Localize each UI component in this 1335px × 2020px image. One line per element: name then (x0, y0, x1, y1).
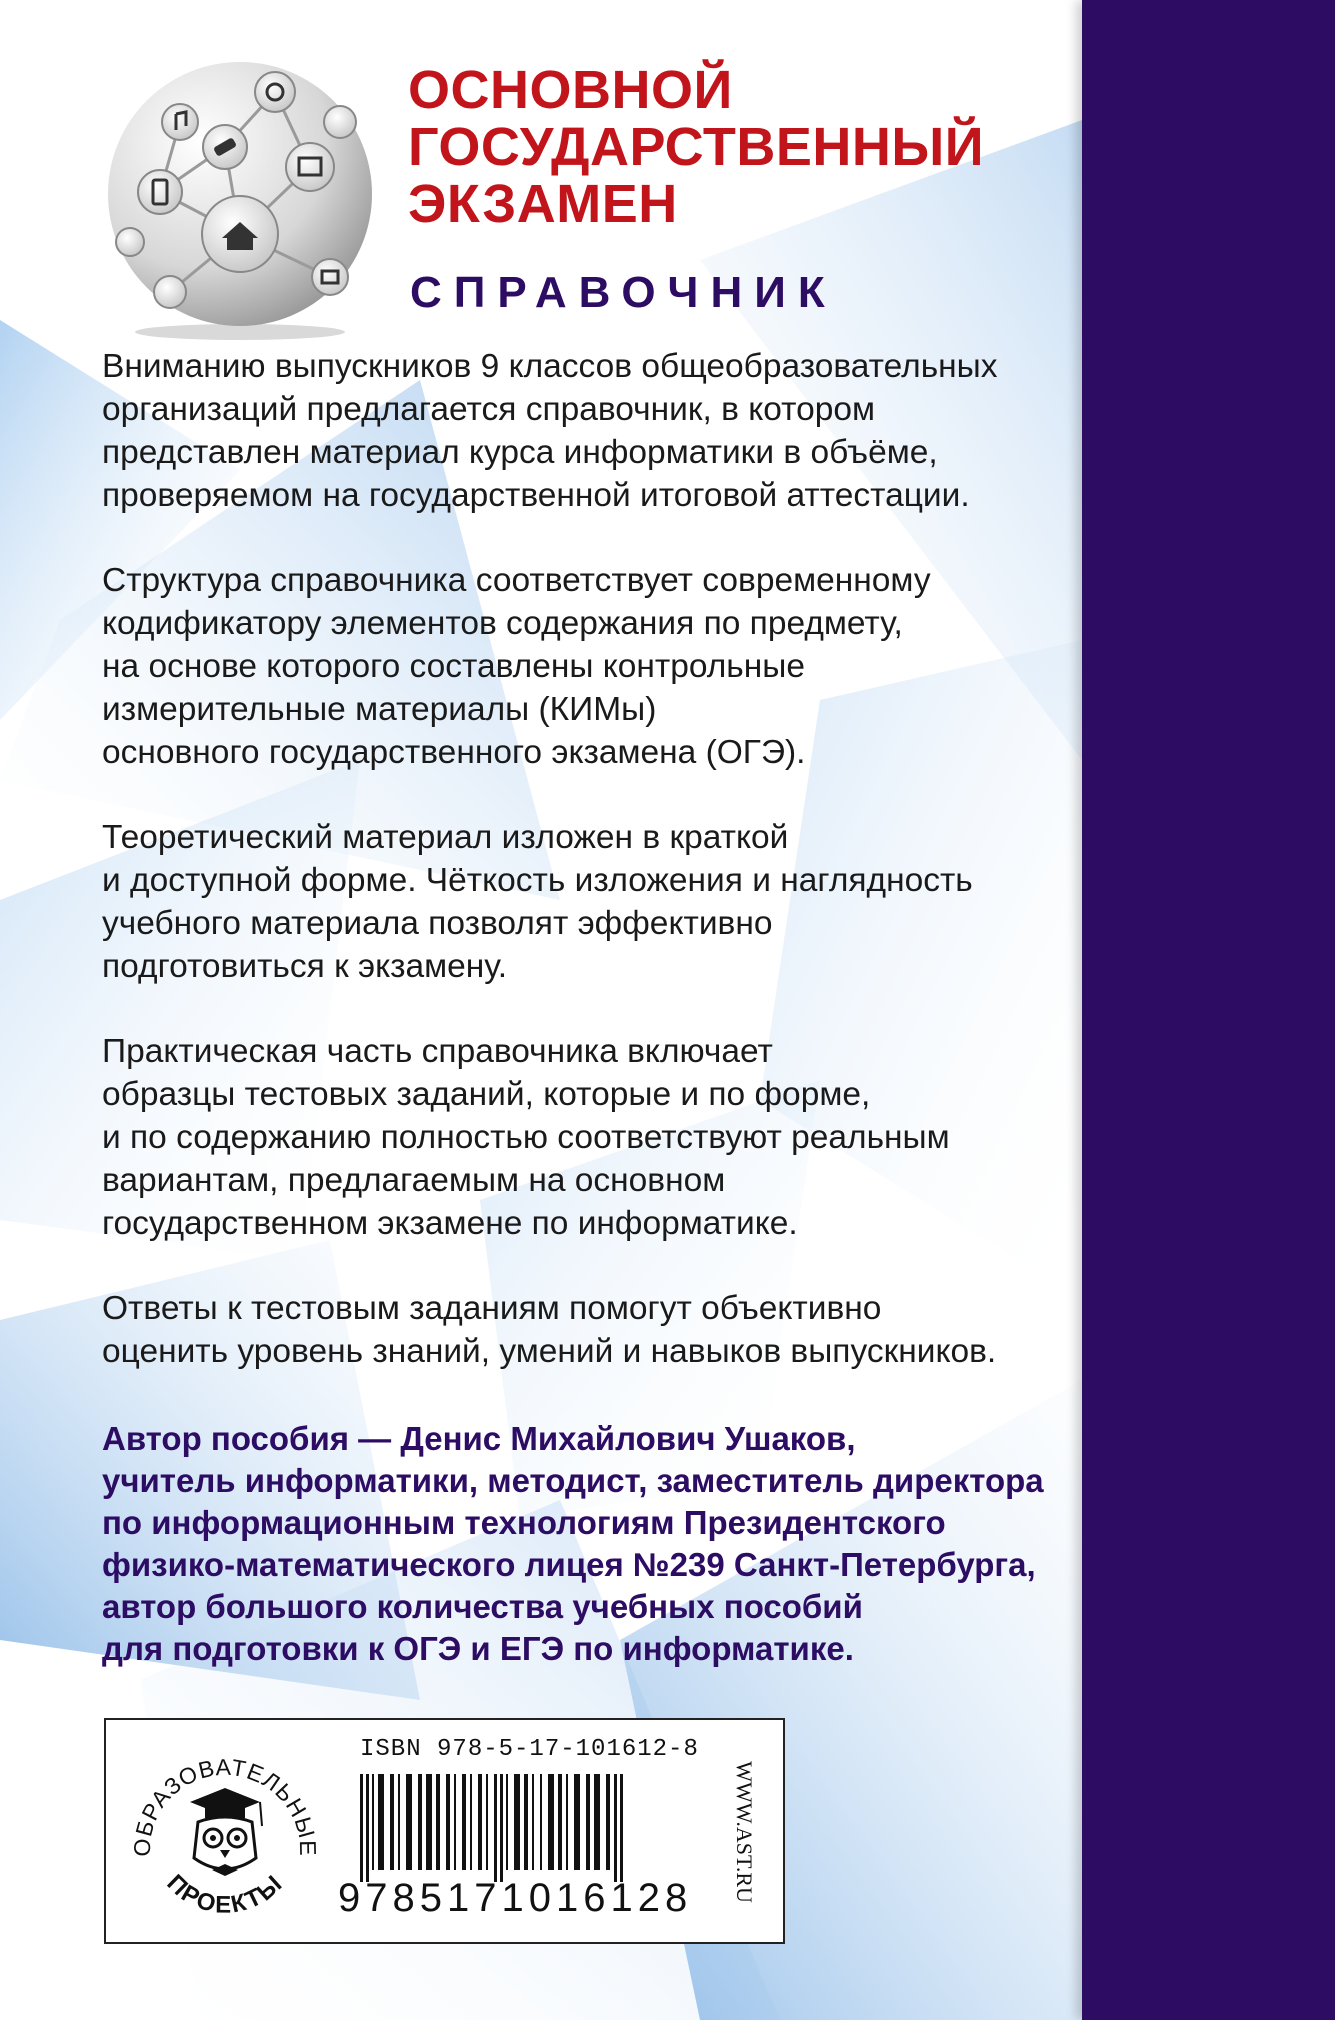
barcode-bar (494, 1774, 497, 1882)
barcode-bar (486, 1774, 488, 1870)
website-url-box (716, 1734, 772, 1930)
barcode (356, 1774, 704, 1882)
barcode-bar (378, 1774, 384, 1870)
paragraph (102, 559, 1062, 774)
text-line: представлен материал курса информатики в объёме, (102, 434, 938, 471)
description (102, 345, 1062, 1415)
isbn: ISBN 978-5-17-101612-8 (360, 1736, 699, 1763)
text-line: организаций предлагается справочник, в котором (102, 391, 876, 428)
barcode-bar (470, 1774, 472, 1870)
text-line: государственном экзамене по информатике. (102, 1205, 798, 1242)
paragraph (102, 345, 1062, 517)
barcode-bar (418, 1774, 422, 1870)
barcode-bar (446, 1774, 450, 1870)
owl-graduate-logo (120, 1730, 330, 1930)
barcode-bar (620, 1774, 623, 1882)
barcode-bar (462, 1774, 466, 1870)
book-title (408, 62, 984, 233)
text-line: Практическая часть справочника включает (102, 1033, 773, 1070)
barcode-bar (594, 1774, 600, 1870)
barcode-bar (426, 1774, 432, 1870)
text-line: измерительные материалы (КИМы) (102, 691, 657, 728)
barcode-bar (366, 1774, 369, 1882)
text-line: и по содержанию полностью соответствуют реальным (102, 1119, 950, 1156)
text-line: подготовиться к экзамену. (102, 948, 508, 985)
paragraph (102, 1287, 1062, 1373)
text-line: вариантам, предлагаемым на основном (102, 1162, 726, 1199)
network-globe-icon (100, 52, 380, 342)
text-line: на основе которого составлены контрольные (102, 648, 805, 685)
barcode-digits: 9785171016128 (338, 1876, 693, 1920)
text-line: образцы тестовых заданий, которые и по форме, (102, 1076, 871, 1113)
barcode-panel (104, 1718, 785, 1944)
text-line: Теоретический материал изложен в краткой (102, 819, 789, 856)
text-line: оценить уровень знаний, умений и навыков выпускников. (102, 1333, 997, 1370)
barcode-bar (506, 1774, 508, 1870)
author-line: учитель информатики, методист, заместитель директора (102, 1462, 1044, 1499)
text-line: Структура справочника соответствует современному (102, 562, 931, 599)
author-line: физико-математического лицея №239 Санкт-Петербурга, (102, 1546, 1036, 1583)
barcode-bar (614, 1774, 617, 1882)
barcode-bar (574, 1774, 580, 1870)
book-subtitle: СПРАВОЧНИК (410, 268, 837, 317)
barcode-bar (478, 1774, 482, 1870)
barcode-bar (454, 1774, 456, 1870)
barcode-bar (436, 1774, 440, 1870)
author-line: для подготовки к ОГЭ и ЕГЭ по информатике. (102, 1630, 854, 1667)
barcode-bar (540, 1774, 542, 1870)
author-line: по информационным технологиям Президентского (102, 1504, 946, 1541)
barcode-bar (566, 1774, 568, 1870)
title-line: ОСНОВНОЙ (408, 60, 733, 120)
website-url: WWW.AST.RU (732, 1761, 757, 1903)
book-spine (1082, 0, 1335, 2020)
barcode-bar (548, 1774, 554, 1870)
text-line: кодификатору элементов содержания по предмету, (102, 605, 903, 642)
barcode-bar (372, 1774, 374, 1870)
barcode-bar (524, 1774, 528, 1870)
paragraph (102, 816, 1062, 988)
barcode-bar (406, 1774, 412, 1870)
barcode-bar (558, 1774, 562, 1870)
author-info (102, 1418, 1062, 1670)
barcode-bar (532, 1774, 534, 1870)
barcode-bar (360, 1774, 363, 1882)
author-line: автор большого количества учебных пособий (102, 1588, 863, 1625)
barcode-bar (514, 1774, 520, 1870)
title-line: ГОСУДАРСТВЕННЫЙ (408, 117, 985, 177)
barcode-bar (390, 1774, 394, 1870)
text-line: Вниманию выпускников 9 классов общеобразовательных (102, 348, 998, 385)
text-line: учебного материала позволят эффективно (102, 905, 773, 942)
svg-text:ПРОЕКТЫ (162, 1869, 289, 1918)
text-line: и доступной форме. Чёткость изложения и наглядность (102, 862, 973, 899)
text-line: Ответы к тестовым заданиям помогут объективно (102, 1290, 882, 1327)
publisher-bottom-text: ПРОЕКТЫ (161, 1869, 289, 1919)
barcode-bar (606, 1774, 610, 1870)
barcode-bar (500, 1774, 503, 1882)
author-line: Автор пособия — Денис Михайлович Ушаков, (102, 1420, 856, 1457)
publisher-top-text: ОБРАЗОВАТЕЛЬНЫЕ (128, 1753, 322, 1857)
barcode-bar (398, 1774, 400, 1870)
text-line: проверяемом на государственной итоговой аттестации. (102, 477, 970, 514)
title-line: ЭКЗАМЕН (408, 174, 678, 234)
barcode-bar (586, 1774, 590, 1870)
paragraph (102, 1030, 1062, 1245)
text-line: основного государственного экзамена (ОГЭ). (102, 734, 806, 771)
